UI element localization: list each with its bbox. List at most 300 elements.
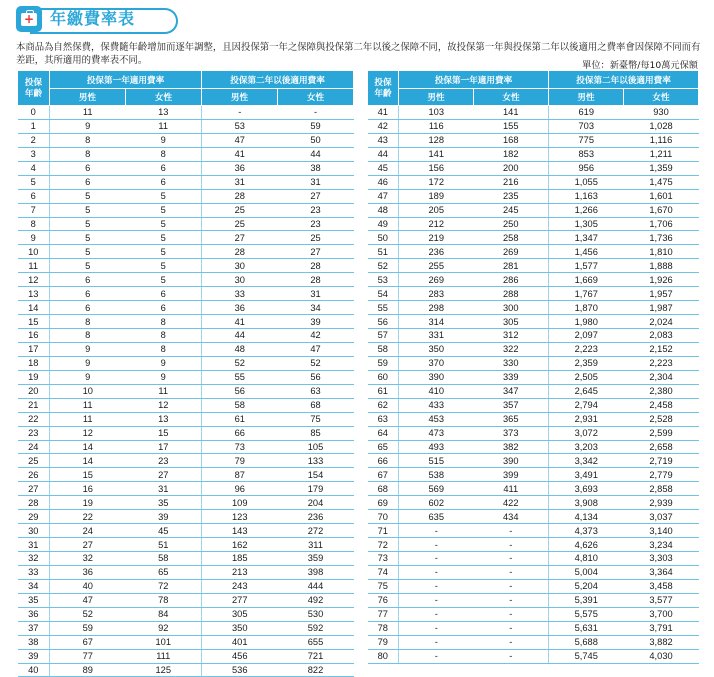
rate-cell: 258 (474, 231, 549, 245)
rate-cell: 2,223 (549, 342, 624, 356)
rate-cell: 45 (126, 524, 202, 538)
rate-cell: 13 (126, 412, 202, 426)
age-cell: 40 (18, 663, 50, 677)
rate-cell: 50 (278, 133, 354, 147)
rate-cell: 6 (126, 175, 202, 189)
table-row (368, 649, 699, 663)
rate-cell: 1,055 (549, 175, 624, 189)
rate-cell: 5 (126, 231, 202, 245)
rate-cell: 3,577 (624, 593, 699, 607)
age-cell: 71 (368, 524, 399, 538)
table-row (18, 342, 354, 356)
age-cell: 78 (368, 621, 399, 635)
table-row (18, 649, 354, 663)
rate-cell: 2,599 (624, 426, 699, 440)
rate-cell: 19 (50, 496, 126, 510)
rate-cell: - (399, 579, 474, 593)
age-cell: 3 (18, 147, 50, 161)
rate-cell: 5,204 (549, 579, 624, 593)
table-row (368, 482, 699, 496)
rate-cell: 12 (50, 426, 126, 440)
table-row (18, 175, 354, 189)
table-row (368, 607, 699, 621)
rate-cell: 41 (202, 147, 278, 161)
rate-cell: 382 (474, 440, 549, 454)
rate-cell: 53 (202, 119, 278, 133)
rate-cell: - (474, 565, 549, 579)
rate-cell: 168 (474, 133, 549, 147)
table-row (368, 621, 699, 635)
rate-cell: 28 (278, 273, 354, 287)
rate-cell: 11 (50, 398, 126, 412)
rate-cell: 1,888 (624, 259, 699, 273)
rate-cell: 2,658 (624, 440, 699, 454)
rate-cell: 5 (50, 189, 126, 203)
rate-table-right (367, 70, 699, 664)
age-cell: 77 (368, 607, 399, 621)
age-cell: 11 (18, 259, 50, 273)
table-row (18, 231, 354, 245)
rate-cell: 85 (278, 426, 354, 440)
age-cell: 21 (18, 398, 50, 412)
age-cell: 53 (368, 273, 399, 287)
age-cell: 42 (368, 119, 399, 133)
rate-cell: 398 (278, 565, 354, 579)
rate-cell: 205 (399, 203, 474, 217)
rate-cell: 1,211 (624, 147, 699, 161)
rate-cell: 11 (126, 119, 202, 133)
rate-cell: 288 (474, 287, 549, 301)
rate-cell: 411 (474, 482, 549, 496)
rate-cell: 96 (202, 482, 278, 496)
rate-cell: 6 (50, 301, 126, 315)
rate-cell: 68 (278, 398, 354, 412)
rate-cell: 87 (202, 468, 278, 482)
rate-cell: 1,987 (624, 301, 699, 315)
rate-cell: 4,134 (549, 510, 624, 524)
rate-cell: 2,359 (549, 356, 624, 370)
rate-cell: 2,083 (624, 329, 699, 343)
rate-cell: 434 (474, 510, 549, 524)
rate-cell: 141 (399, 147, 474, 161)
rate-cell: 42 (278, 329, 354, 343)
rate-cell: 373 (474, 426, 549, 440)
rate-cell: 8 (50, 133, 126, 147)
table-row (18, 510, 354, 524)
unit-label: 單位：新臺幣/每10萬元保額 (582, 60, 698, 71)
rate-cell: 3,342 (549, 454, 624, 468)
rate-cell: 25 (278, 231, 354, 245)
male-header: 男性 (202, 89, 278, 106)
rate-cell: 5,004 (549, 565, 624, 579)
age-cell: 73 (368, 552, 399, 566)
rate-cell: 1,706 (624, 217, 699, 231)
table-row (18, 635, 354, 649)
rate-cell: 2,097 (549, 329, 624, 343)
rate-cell: 3,234 (624, 538, 699, 552)
rate-cell: 350 (202, 621, 278, 635)
table-row (18, 412, 354, 426)
rate-cell: 444 (278, 579, 354, 593)
rate-cell: 47 (50, 593, 126, 607)
rate-cell: 390 (474, 454, 549, 468)
rate-cell: 399 (474, 468, 549, 482)
rate-cell: 212 (399, 217, 474, 231)
rate-cell: 3,140 (624, 524, 699, 538)
rate-cell: 9 (126, 356, 202, 370)
table-row (368, 454, 699, 468)
rate-cell: 189 (399, 189, 474, 203)
rate-cell: 5,391 (549, 593, 624, 607)
rate-cell: 154 (278, 468, 354, 482)
rate-cell: 103 (399, 106, 474, 120)
rate-cell: 38 (278, 161, 354, 175)
rate-cell: 314 (399, 315, 474, 329)
age-cell: 19 (18, 370, 50, 384)
description-note: 本商品為自然保費，保費隨年齡增加而逐年調整，且因投保第一年之保障與投保第二年以後之保障不同，故投保第一年與投保第二年以後適用之費率會因保障不同而有差距，其所適用的費率表不同。 (16, 42, 701, 66)
rate-cell: 172 (399, 175, 474, 189)
rate-cell: 255 (399, 259, 474, 273)
rate-cell: - (474, 649, 549, 663)
rate-cell: 182 (474, 147, 549, 161)
rate-cell: 10 (50, 384, 126, 398)
rate-cell: 1,456 (549, 245, 624, 259)
rate-cell: 298 (399, 301, 474, 315)
rate-cell: 305 (474, 315, 549, 329)
rate-cell: 15 (50, 468, 126, 482)
rate-cell: - (474, 552, 549, 566)
rate-cell: 655 (278, 635, 354, 649)
rate-cell: 15 (126, 426, 202, 440)
rate-cell: 347 (474, 384, 549, 398)
rate-cell: 602 (399, 496, 474, 510)
rate-cell: - (399, 538, 474, 552)
rate-cell: 4,626 (549, 538, 624, 552)
rate-cell: 3,303 (624, 552, 699, 566)
rate-cell: 5 (126, 203, 202, 217)
age-cell: 62 (368, 398, 399, 412)
rate-cell: 1,810 (624, 245, 699, 259)
rate-cell: 269 (399, 273, 474, 287)
rate-cell: 3,491 (549, 468, 624, 482)
age-cell: 68 (368, 482, 399, 496)
rate-cell: 36 (50, 565, 126, 579)
rate-cell: 8 (126, 342, 202, 356)
rate-cell: 3,458 (624, 579, 699, 593)
rate-cell: 1,116 (624, 133, 699, 147)
age-cell: 51 (368, 245, 399, 259)
age-cell: 63 (368, 412, 399, 426)
table-row (18, 370, 354, 384)
table-row (18, 621, 354, 635)
rate-cell: 31 (202, 175, 278, 189)
rate-cell: 3,072 (549, 426, 624, 440)
rate-cell: 2,719 (624, 454, 699, 468)
rate-cell: 4,810 (549, 552, 624, 566)
rate-cell: - (474, 593, 549, 607)
age-cell: 41 (368, 106, 399, 120)
table-row (18, 356, 354, 370)
table-row (368, 106, 699, 120)
rate-cell: 536 (202, 663, 278, 677)
rate-cell: 39 (278, 315, 354, 329)
rate-cell: 456 (202, 649, 278, 663)
rate-cell: 3,037 (624, 510, 699, 524)
rate-cell: 31 (126, 482, 202, 496)
rate-cell: 23 (278, 217, 354, 231)
rate-cell: 5 (50, 203, 126, 217)
rate-cell: 2,939 (624, 496, 699, 510)
rate-cell: 8 (50, 329, 126, 343)
rate-cell: 204 (278, 496, 354, 510)
age-cell: 17 (18, 342, 50, 356)
rate-cell: 31 (278, 287, 354, 301)
rate-cell: 92 (126, 621, 202, 635)
rate-cell: 185 (202, 552, 278, 566)
rate-cell: 40 (50, 579, 126, 593)
rate-cell: 635 (399, 510, 474, 524)
rate-cell: 56 (278, 370, 354, 384)
rate-cell: 2,152 (624, 342, 699, 356)
rate-cell: 2,505 (549, 370, 624, 384)
age-cell: 58 (368, 342, 399, 356)
table-row (368, 273, 699, 287)
rate-cell: 36 (202, 161, 278, 175)
page-title: 年繳費率表 (50, 9, 136, 28)
rate-cell: 703 (549, 119, 624, 133)
rate-cell: 5 (126, 189, 202, 203)
rate-cell: 39 (126, 510, 202, 524)
rate-cell: 322 (474, 342, 549, 356)
table-row (368, 356, 699, 370)
table-row (18, 301, 354, 315)
rate-cell: 9 (50, 356, 126, 370)
rate-cell: 236 (399, 245, 474, 259)
rate-cell: 219 (399, 231, 474, 245)
age-cell: 15 (18, 315, 50, 329)
table-row (18, 579, 354, 593)
table-row (368, 524, 699, 538)
rate-cell: 3,791 (624, 621, 699, 635)
rate-cell: 433 (399, 398, 474, 412)
age-cell: 55 (368, 301, 399, 315)
age-cell: 7 (18, 203, 50, 217)
rate-cell: 3,693 (549, 482, 624, 496)
rate-cell: 2,931 (549, 412, 624, 426)
rate-cell: 14 (50, 454, 126, 468)
rate-cell: 27 (278, 245, 354, 259)
rate-cell: 179 (278, 482, 354, 496)
table-body (18, 106, 354, 677)
age-cell: 39 (18, 649, 50, 663)
rate-cell: 2,380 (624, 384, 699, 398)
rate-cell: 24 (50, 524, 126, 538)
rate-cell: 1,870 (549, 301, 624, 315)
table-row (368, 635, 699, 649)
age-header: 投保 年齡 (368, 71, 399, 106)
rate-cell: 410 (399, 384, 474, 398)
rate-cell: 453 (399, 412, 474, 426)
rate-cell: 14 (50, 440, 126, 454)
rate-cell: 569 (399, 482, 474, 496)
rate-cell: 1,980 (549, 315, 624, 329)
rate-cell: 44 (278, 147, 354, 161)
rate-cell: 66 (202, 426, 278, 440)
rate-cell: 1,475 (624, 175, 699, 189)
rate-cell: 73 (202, 440, 278, 454)
rate-cell: 3,908 (549, 496, 624, 510)
table-row (18, 384, 354, 398)
age-cell: 10 (18, 245, 50, 259)
table-row (368, 245, 699, 259)
table-row (368, 593, 699, 607)
age-cell: 25 (18, 454, 50, 468)
rate-cell: 286 (474, 273, 549, 287)
rate-cell: 51 (126, 538, 202, 552)
age-cell: 22 (18, 412, 50, 426)
age-cell: 49 (368, 217, 399, 231)
rate-cell: 133 (278, 454, 354, 468)
rate-cell: - (399, 565, 474, 579)
rate-cell: 13 (126, 106, 202, 120)
rate-cell: 538 (399, 468, 474, 482)
rate-cell: 213 (202, 565, 278, 579)
rate-cell: 27 (202, 231, 278, 245)
age-cell: 2 (18, 133, 50, 147)
rate-cell: 28 (202, 189, 278, 203)
rate-cell: 61 (202, 412, 278, 426)
rate-cell: 350 (399, 342, 474, 356)
rate-cell: - (474, 538, 549, 552)
first-aid-kit-icon: + (16, 6, 42, 32)
age-cell: 8 (18, 217, 50, 231)
rate-cell: 1,957 (624, 287, 699, 301)
rate-cell: 65 (126, 565, 202, 579)
age-cell: 67 (368, 468, 399, 482)
rate-cell: 72 (126, 579, 202, 593)
male-header: 男性 (50, 89, 126, 106)
rate-cell: 28 (278, 259, 354, 273)
rate-table-left (17, 70, 354, 677)
table-row (18, 468, 354, 482)
rate-cell: 6 (126, 301, 202, 315)
rate-cell: 1,736 (624, 231, 699, 245)
rate-cell: 5,745 (549, 649, 624, 663)
rate-cell: 27 (278, 189, 354, 203)
table-row (18, 133, 354, 147)
rate-cell: 1,601 (624, 189, 699, 203)
rate-cell: 123 (202, 510, 278, 524)
rate-cell: 1,926 (624, 273, 699, 287)
table-row (368, 440, 699, 454)
rate-cell: 9 (126, 133, 202, 147)
rate-cell: 47 (202, 133, 278, 147)
rate-cell: - (202, 106, 278, 120)
rate-cell: 155 (474, 119, 549, 133)
rate-cell: 330 (474, 356, 549, 370)
rate-cell: 30 (202, 273, 278, 287)
rate-cell: 422 (474, 496, 549, 510)
rate-cell: 3,203 (549, 440, 624, 454)
rate-cell: 1,359 (624, 161, 699, 175)
rate-cell: 5 (126, 273, 202, 287)
age-cell: 72 (368, 538, 399, 552)
rate-cell: - (399, 635, 474, 649)
rate-cell: - (474, 579, 549, 593)
male-header: 男性 (399, 89, 474, 106)
rate-cell: 9 (50, 370, 126, 384)
rate-cell: 28 (202, 245, 278, 259)
rate-cell: 775 (549, 133, 624, 147)
rate-cell: 281 (474, 259, 549, 273)
rate-cell: 956 (549, 161, 624, 175)
rate-cell: 4,373 (549, 524, 624, 538)
table-row (368, 426, 699, 440)
table-row (18, 538, 354, 552)
rate-cell: 141 (474, 106, 549, 120)
table-row (18, 565, 354, 579)
table-row (368, 579, 699, 593)
rate-cell: 58 (126, 552, 202, 566)
rate-cell: 109 (202, 496, 278, 510)
rate-cell: 63 (278, 384, 354, 398)
rate-cell: 216 (474, 175, 549, 189)
rate-cell: 12 (126, 398, 202, 412)
age-cell: 29 (18, 510, 50, 524)
age-cell: 79 (368, 635, 399, 649)
age-cell: 54 (368, 287, 399, 301)
table-row (18, 329, 354, 343)
rate-cell: 17 (126, 440, 202, 454)
rate-cell: 5 (50, 245, 126, 259)
rate-cell: 1,767 (549, 287, 624, 301)
rate-cell: 5,575 (549, 607, 624, 621)
rate-cell: 305 (202, 607, 278, 621)
rate-cell: 8 (50, 147, 126, 161)
rate-cell: 492 (278, 593, 354, 607)
table-row (368, 119, 699, 133)
rate-cell: - (399, 621, 474, 635)
rate-cell: 4,030 (624, 649, 699, 663)
age-cell: 75 (368, 579, 399, 593)
rate-cell: 11 (50, 412, 126, 426)
table-row (18, 524, 354, 538)
age-cell: 36 (18, 607, 50, 621)
age-cell: 12 (18, 273, 50, 287)
rate-cell: 3,882 (624, 635, 699, 649)
rate-cell: - (399, 649, 474, 663)
age-cell: 43 (368, 133, 399, 147)
table-row (18, 593, 354, 607)
rate-cell: 11 (126, 384, 202, 398)
female-header: 女性 (278, 89, 354, 106)
rate-cell: 125 (126, 663, 202, 677)
age-cell: 45 (368, 161, 399, 175)
age-cell: 20 (18, 384, 50, 398)
rate-cell: 48 (202, 342, 278, 356)
table-row (368, 133, 699, 147)
rate-cell: 77 (50, 649, 126, 663)
rate-cell: 8 (50, 315, 126, 329)
rate-cell: 1,669 (549, 273, 624, 287)
rate-cell: - (278, 106, 354, 120)
age-cell: 34 (18, 579, 50, 593)
age-cell: 9 (18, 231, 50, 245)
rate-cell: 162 (202, 538, 278, 552)
rate-cell: 27 (50, 538, 126, 552)
age-cell: 70 (368, 510, 399, 524)
rate-cell: 6 (126, 287, 202, 301)
